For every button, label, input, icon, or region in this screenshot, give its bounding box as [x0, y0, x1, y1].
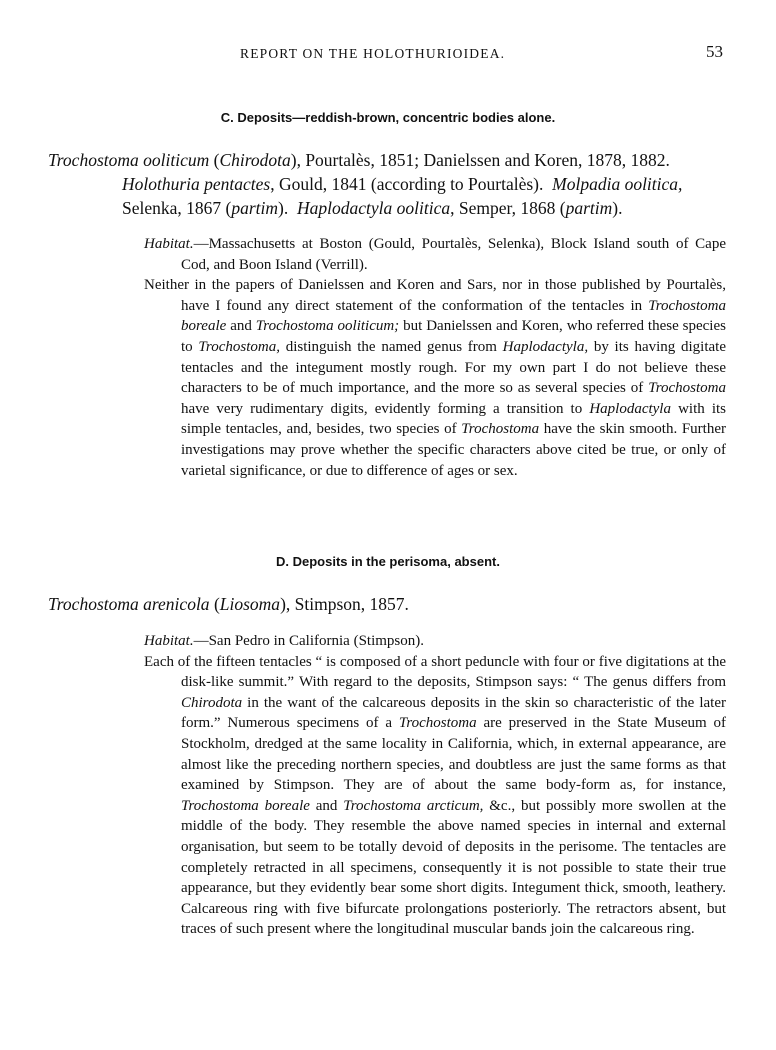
running-header: [0, 42, 776, 66]
discussion-paragraph: [144, 275, 726, 481]
section-c-heading: C. Deposits—reddish-brown, concentric bodies alone.: [220, 110, 556, 125]
taxon-name: Trochostoma: [461, 421, 540, 438]
species-name: Trochostoma ooliticum: [48, 150, 210, 170]
taxon-name: Trochostoma boreale: [181, 797, 310, 814]
page-number: 53: [706, 42, 723, 61]
text-run: distinguish the named genus from: [279, 338, 503, 355]
text-run: with its simple tentacles, and, besides, two species of: [181, 400, 727, 438]
synonym-citation: , Gould, 1841 (according to Pourtalès).: [270, 174, 544, 194]
synonym-citation: ).: [278, 198, 289, 218]
species-entry-ooliticum: Trochostoma ooliticum (Chirodota), Pourtalès, 1851; Danielssen and Koren, 1878, 1882. Holothuria pentactes, Gould, 1841 (according to Pourtalès). Molpadia oolitica, Selenka, 1867 (partim). Haplodactyla oolitica, Semper, 1868 (partim).: [48, 150, 683, 218]
text-run: are preserved in the State Museum of Stockholm, dredged at the same locality in California, which, in external appearance, are almost like the preceding northern species, and doubtless are just the same forms as that examined by Stimpson. They are of about the same body-form as, for instance,: [181, 715, 726, 794]
synonym-genus: Chirodota: [219, 150, 291, 170]
species-citation: , Stimpson, 1857.: [285, 594, 409, 614]
text-run: have very rudimentary digits, evidently forming a transition to: [181, 400, 590, 417]
habitat-label: Habitat.: [144, 633, 194, 649]
synonym-citation: , Semper, 1868 (: [450, 198, 566, 218]
running-title: REPORT ON THE HOLOTHURIOIDEA.: [240, 46, 506, 61]
partim-label: partim: [231, 198, 279, 218]
text-run: &c., but possibly more swollen at the middle of the body. They resemble the above named species in internal and external organisation, but seem to be totally devoid of deposits in the perisome. The tentacles are completely retracted in all specimens, consequently it is not possible to state their true appearance, but they evidently bear some short digits. Integument thick, smooth, leathery. Calcareous ring with five bifurcate prolongations posteriorly. The retractors absent, but traces of such present where the longitudinal muscular bands join the calcareous ring.: [181, 797, 726, 938]
synonym-citation: ).: [612, 198, 623, 218]
taxon-name: Trochostoma: [398, 715, 477, 732]
text-run: and: [226, 318, 256, 335]
taxon-name: Haplodactyla,: [502, 338, 589, 355]
taxon-name: Trochostoma boreale: [181, 297, 726, 335]
text-run: Neither in the papers of Danielssen and Koren and Sars, nor in those published by Pourtalès, have I found any direct statement of the conformation of the tentacles in: [144, 277, 726, 314]
synonym-citation: Selenka, 1867 (: [122, 198, 232, 218]
species-entry-arenicola: Trochostoma arenicola (Liosoma), Stimpson, 1857.: [48, 594, 409, 614]
section-c-body: [144, 234, 726, 481]
section-d-heading: D. Deposits in the perisoma, absent.: [276, 554, 500, 569]
synonym-name: Molpadia oolitica,: [552, 174, 683, 194]
text-run: and: [309, 797, 344, 814]
habitat-paragraph: [144, 234, 726, 275]
partim-label: partim: [565, 198, 613, 218]
habitat-text: —San Pedro in California (Stimpson).: [193, 633, 424, 649]
text-run: by its having digitate tentacles and the integument mostly rough. For my own part I do not believe these characters to be of much importance, and the more so as several species of: [181, 338, 726, 397]
taxon-name: Trochostoma: [648, 380, 726, 397]
taxon-name: Chirodota: [181, 694, 243, 711]
text-run: have the skin smooth. Further investigations may prove whether the specific characters above cited be true, or only of varietal significance, or due to difference of ages or sex.: [181, 421, 726, 479]
synonym-genus: Liosoma: [219, 594, 281, 614]
taxon-name: Trochostoma,: [198, 338, 280, 355]
habitat-paragraph: [144, 631, 726, 652]
habitat-label: Habitat.: [144, 236, 194, 252]
synonym-name: Holothuria pentactes: [122, 174, 271, 194]
text-run: Each of the fifteen tentacles “ is composed of a short peduncle with four or five digitations at the disk-like summit.” With regard to the deposits, Stimpson says: “ The genus differs from: [144, 653, 726, 691]
taxon-name: Trochostoma arcticum,: [343, 797, 484, 814]
section-d-body: [144, 631, 726, 940]
synonym-name: Haplodactyla oolitica: [297, 198, 451, 218]
species-name: Trochostoma arenicola: [48, 594, 210, 614]
discussion-paragraph: [144, 652, 726, 940]
species-citation: , Pourtalès, 1851; Danielssen and Koren, 1878, 1882.: [296, 150, 670, 170]
text-run: but Danielssen and Koren, who referred these species to: [181, 318, 726, 355]
taxon-name: Trochostoma ooliticum;: [255, 318, 400, 335]
habitat-text: —Massachusetts at Boston (Gould, Pourtalès, Selenka), Block Island south of Cape Cod, and Boon Island (Verrill).: [181, 236, 726, 273]
taxon-name: Haplodactyla: [589, 400, 671, 417]
text-run: in the want of the calcareous deposits in the skin so characteristic of the later form.” Numerous specimens of a: [181, 694, 726, 732]
